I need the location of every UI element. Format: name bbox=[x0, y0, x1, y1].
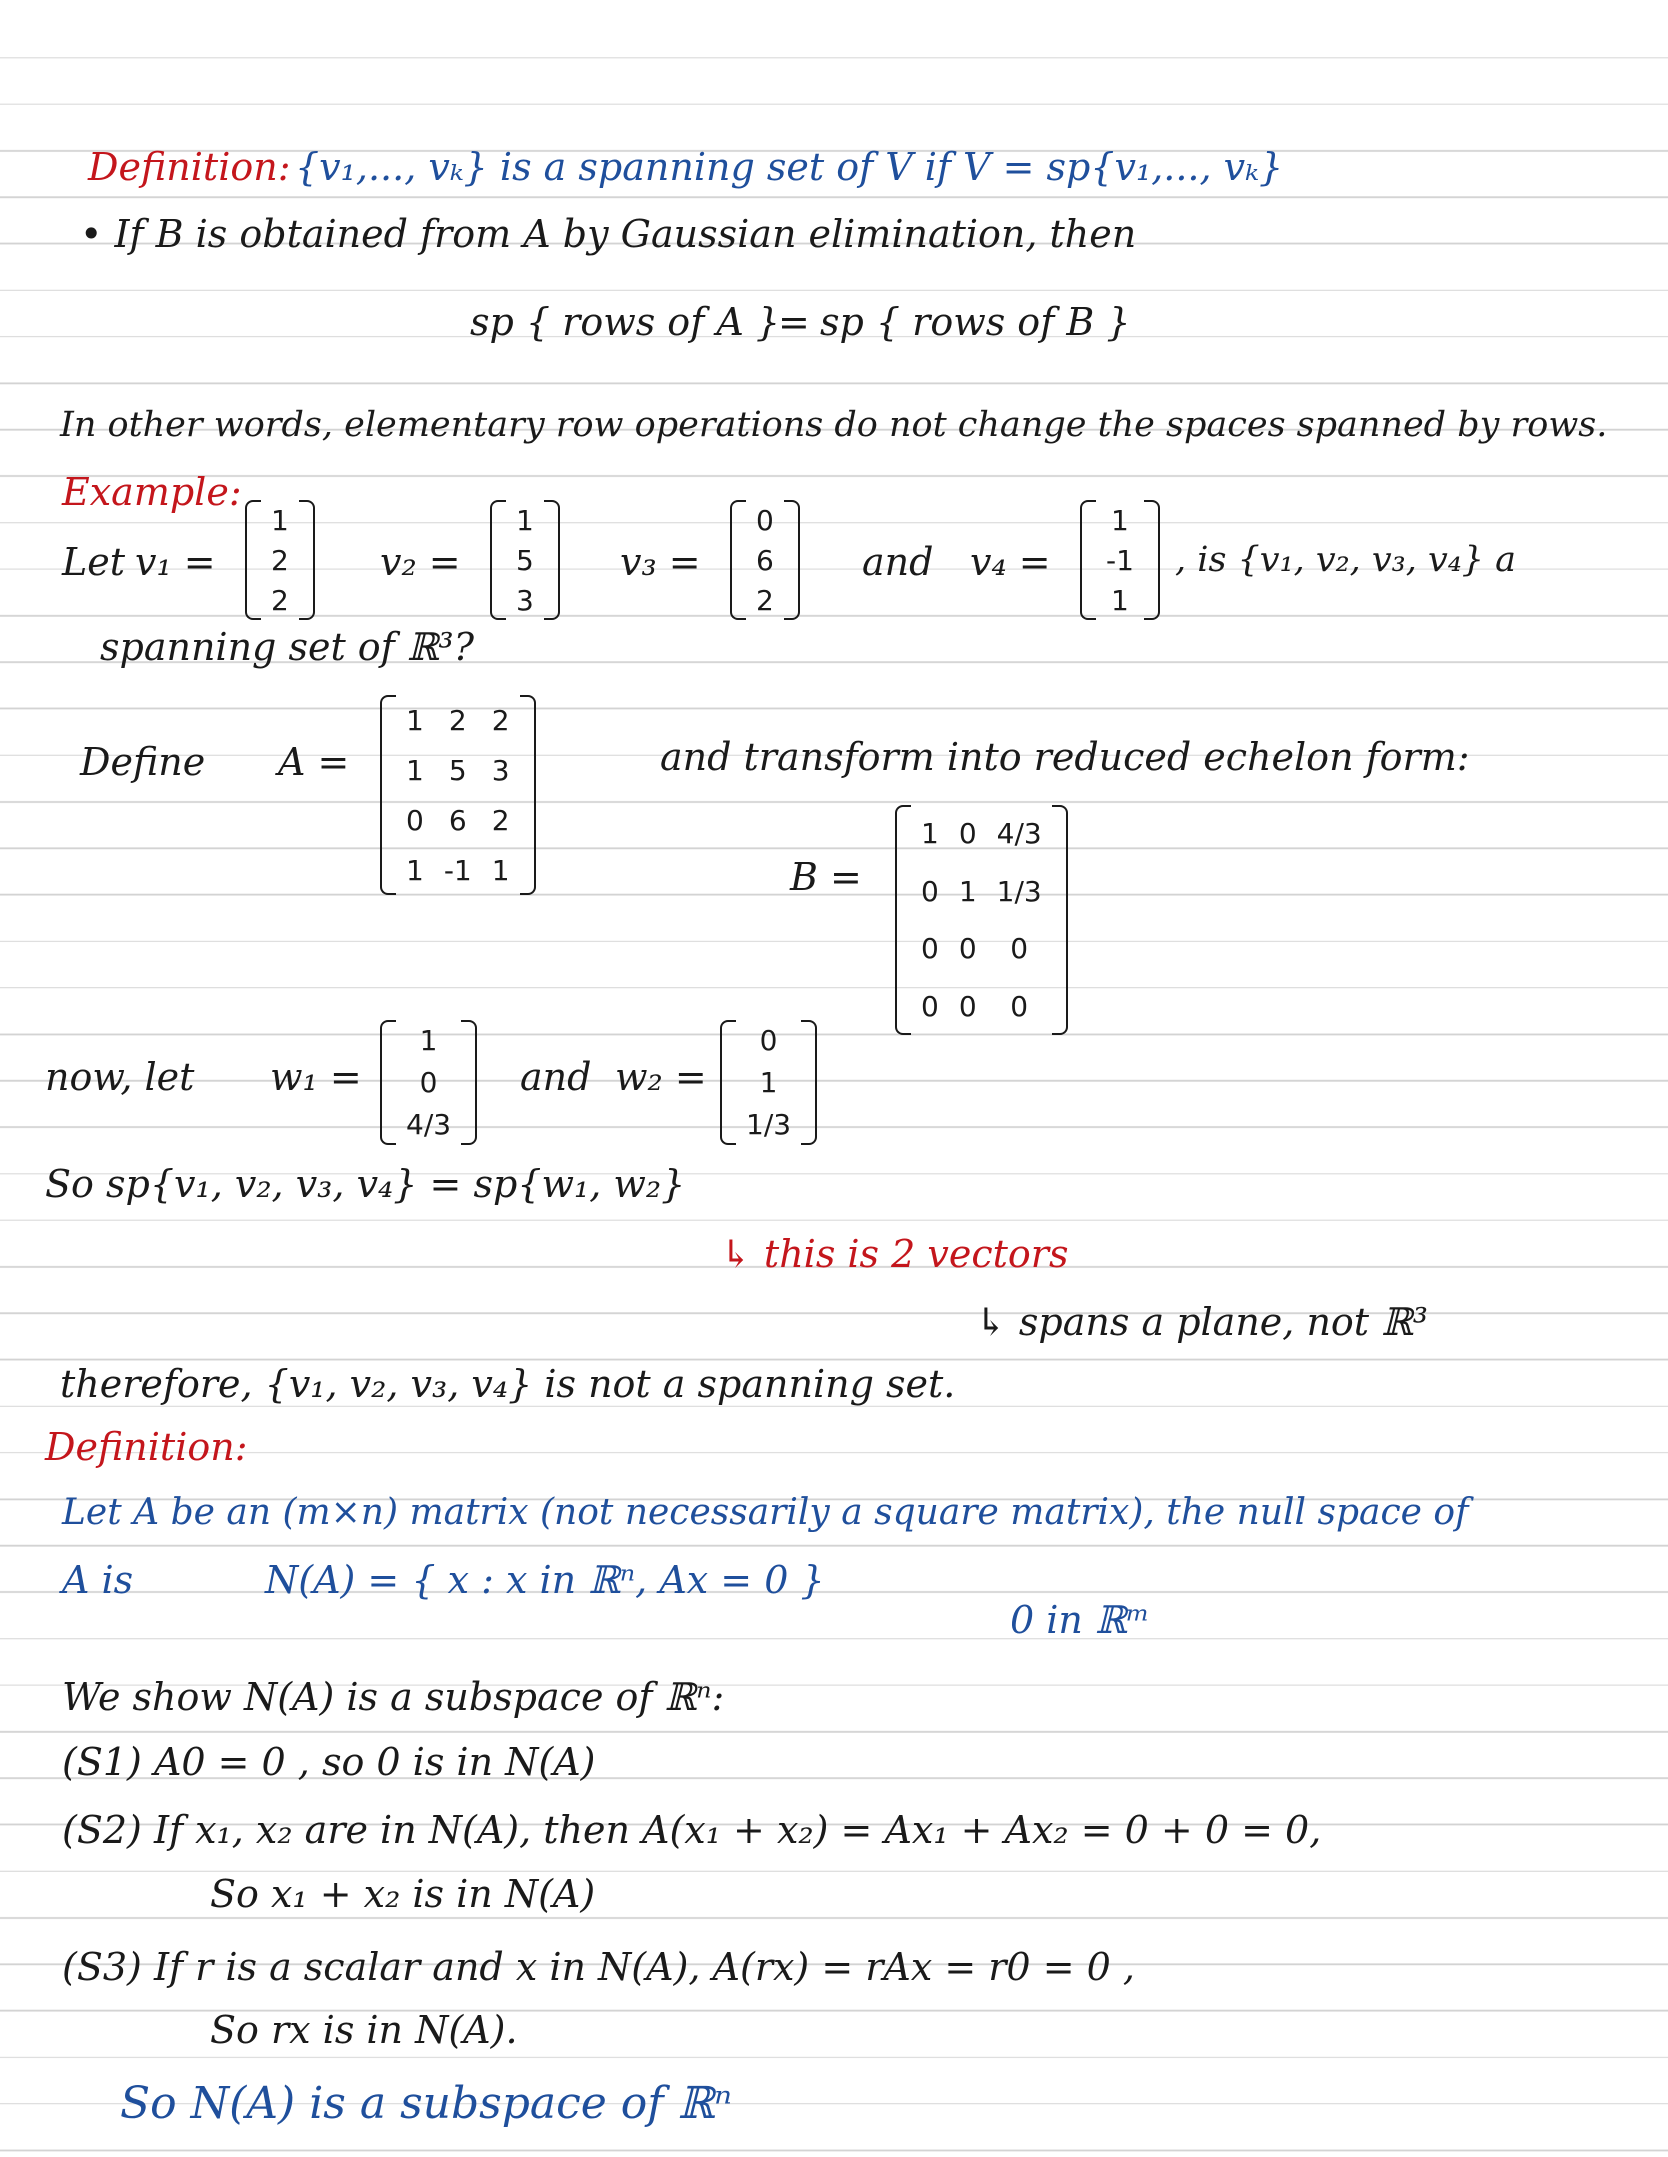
v4-name: v₄ = bbox=[970, 540, 1051, 584]
two-vectors-note: ↳ this is 2 vectors bbox=[720, 1232, 1069, 1276]
a-entry: -1 bbox=[443, 853, 472, 887]
v3-entry: 0 bbox=[756, 503, 774, 537]
b-entry: 1 bbox=[921, 817, 939, 851]
b-entry: 1 bbox=[958, 874, 977, 908]
now-let: now, let bbox=[45, 1055, 195, 1099]
a-entry: 5 bbox=[448, 753, 467, 787]
b-entry: 1/3 bbox=[996, 874, 1042, 908]
v3-entry: 2 bbox=[756, 583, 774, 617]
v2-entry: 5 bbox=[516, 543, 534, 577]
w1-vector bbox=[380, 1020, 477, 1145]
gauss-note-line: • If B is obtained from A by Gaussian elimination, then bbox=[80, 212, 1137, 256]
and-word: and bbox=[862, 540, 934, 584]
w2-entry: 0 bbox=[759, 1024, 778, 1058]
example-label: Example: bbox=[62, 470, 242, 514]
span-equality: So sp{v₁, v₂, v₃, v₄} = sp{w₁, w₂} bbox=[45, 1162, 686, 1206]
w2-vector bbox=[720, 1020, 817, 1145]
a-entry: 1 bbox=[406, 703, 424, 737]
v3-name: v₃ = bbox=[620, 540, 701, 584]
w1-name: w₁ = bbox=[270, 1055, 362, 1099]
w1-entry: 4/3 bbox=[406, 1107, 452, 1141]
v2-entry: 3 bbox=[516, 583, 534, 617]
therefore-statement: therefore, {v₁, v₂, v₃, v₄} is not a spanning set. bbox=[60, 1362, 956, 1406]
a-entry: 1 bbox=[406, 753, 424, 787]
matrix-a bbox=[380, 695, 536, 895]
b-entry: 0 bbox=[921, 874, 939, 908]
w2-name: w₂ = bbox=[615, 1055, 707, 1099]
w2-entry: 1/3 bbox=[746, 1107, 792, 1141]
b-entry: 0 bbox=[921, 932, 939, 966]
let-word: Let bbox=[62, 540, 125, 584]
b-name: B = bbox=[790, 855, 862, 899]
proof-s2-conclusion: So x₁ + x₂ is in N(A) bbox=[210, 1872, 596, 1916]
null-space-definition-line1: Let A be an (m×n) matrix (not necessarily a square matrix), the null space of bbox=[62, 1492, 1469, 1533]
a-entry: 6 bbox=[448, 803, 467, 837]
spanning-question: , is {v₁, v₂, v₃, v₄} a bbox=[1175, 540, 1517, 580]
v4-entry: 1 bbox=[1111, 583, 1129, 617]
definition-label: Definition: bbox=[88, 145, 291, 189]
define-word: Define bbox=[80, 740, 206, 784]
proof-s1: (S1) A0 = 0 , so 0 is in N(A) bbox=[62, 1740, 596, 1784]
null-space-a-is: A is bbox=[62, 1558, 134, 1602]
a-entry: 2 bbox=[491, 803, 510, 837]
and-word-w: and bbox=[520, 1055, 592, 1099]
b-entry: 0 bbox=[921, 989, 939, 1023]
v3-entry: 6 bbox=[756, 543, 774, 577]
v2-vector bbox=[490, 500, 560, 620]
b-entry: 0 bbox=[958, 932, 977, 966]
b-entry: 0 bbox=[958, 989, 977, 1023]
v1-entry: 2 bbox=[271, 543, 289, 577]
v3-vector bbox=[730, 500, 800, 620]
v1-entry: 1 bbox=[271, 503, 289, 537]
proof-intro: We show N(A) is a subspace of ℝⁿ: bbox=[62, 1675, 725, 1719]
v1-name: v₁ = bbox=[135, 540, 216, 584]
w2-entry: 1 bbox=[759, 1065, 778, 1099]
v1-entry: 2 bbox=[271, 583, 289, 617]
null-space-conclusion: So N(A) is a subspace of ℝⁿ bbox=[120, 2078, 732, 2129]
a-entry: 3 bbox=[491, 753, 510, 787]
v4-entry: 1 bbox=[1111, 503, 1129, 537]
zero-in-rm: 0 in ℝᵐ bbox=[1010, 1598, 1150, 1642]
a-entry: 1 bbox=[406, 853, 424, 887]
equals-sign: = bbox=[778, 300, 810, 344]
spanning-question-end: spanning set of ℝ³? bbox=[100, 625, 475, 669]
definition-label-null: Definition: bbox=[45, 1425, 248, 1469]
null-space-set: N(A) = { x : x in ℝⁿ, Ax = 0 } bbox=[265, 1558, 825, 1602]
spanning-set-definition: {v₁,..., vₖ} is a spanning set of V if V = sp{v₁,..., vₖ} bbox=[295, 145, 1284, 189]
a-name: A = bbox=[278, 740, 350, 784]
a-entry: 1 bbox=[491, 853, 510, 887]
row-operations-note: In other words, elementary row operations do not change the spaces spanned by rows. bbox=[60, 405, 1608, 445]
sp-rows-a: sp { rows of A } bbox=[470, 300, 781, 344]
proof-s2: (S2) If x₁, x₂ are in N(A), then A(x₁ + x₂) = Ax₁ + Ax₂ = 0 + 0 = 0, bbox=[62, 1808, 1322, 1852]
b-entry: 0 bbox=[958, 817, 977, 851]
v4-entry: -1 bbox=[1106, 543, 1134, 577]
a-entry: 0 bbox=[406, 803, 424, 837]
a-entry: 2 bbox=[448, 703, 467, 737]
v4-vector bbox=[1080, 500, 1160, 620]
w1-entry: 0 bbox=[419, 1065, 438, 1099]
v1-vector bbox=[245, 500, 315, 620]
proof-s3-conclusion: So rx is in N(A). bbox=[210, 2008, 518, 2052]
matrix-b bbox=[895, 805, 1068, 1035]
b-entry: 4/3 bbox=[996, 817, 1042, 851]
b-entry: 0 bbox=[1010, 989, 1029, 1023]
v2-entry: 1 bbox=[516, 503, 534, 537]
plane-note: ↳ spans a plane, not ℝ³ bbox=[975, 1300, 1428, 1344]
b-entry: 0 bbox=[1010, 932, 1029, 966]
proof-s3: (S3) If r is a scalar and x in N(A), A(rx) = rAx = r0 = 0 , bbox=[62, 1945, 1135, 1989]
a-entry: 2 bbox=[491, 703, 510, 737]
w1-entry: 1 bbox=[419, 1024, 438, 1058]
v2-name: v₂ = bbox=[380, 540, 461, 584]
transform-note: and transform into reduced echelon form: bbox=[660, 735, 1470, 779]
sp-rows-b: sp { rows of B } bbox=[820, 300, 1131, 344]
